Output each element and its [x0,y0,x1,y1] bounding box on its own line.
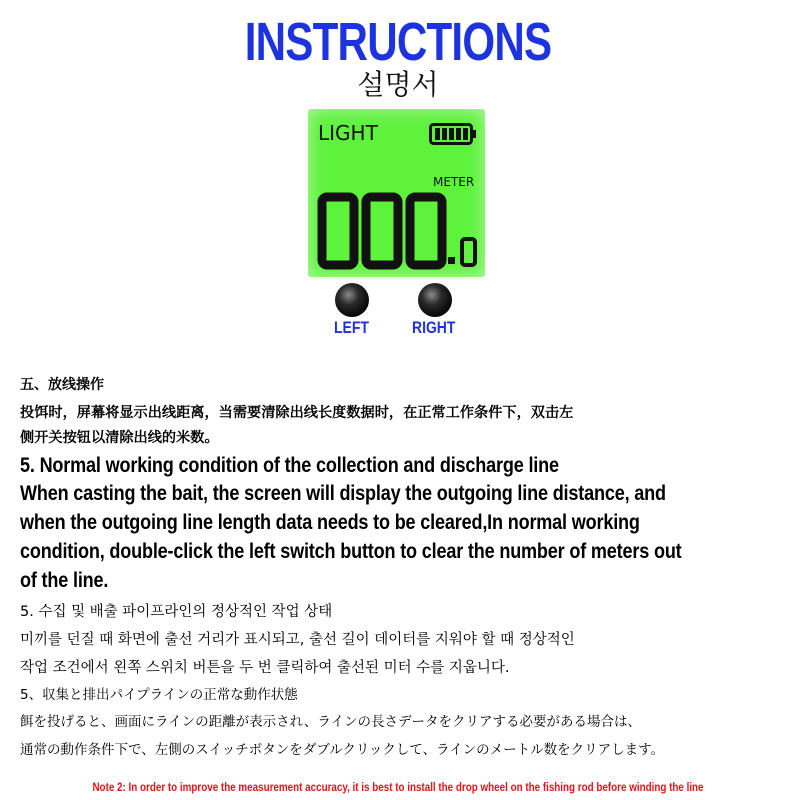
light-indicator-label: LIGHT [318,121,378,145]
japanese-body-line: 餌を投げると、画面にラインの距離が表示され、ラインの長さデータをクリアする必要がある場合は、 [20,714,641,730]
japanese-body-line: 通常の動作条件下で、左側のスイッチボタンをダブルクリックして、ラインのメートル数をクリアします。 [20,742,665,758]
english-body-line: condition, double-click the left switch button to clear the number of meters out [20,540,682,563]
english-body-line: when the outgoing line length data needs to be cleared,In normal working [20,511,640,534]
lcd-screen [308,109,485,277]
english-heading: 5. Normal working condition of the collection and discharge line [20,454,559,477]
right-button-icon[interactable] [417,282,453,318]
chinese-body-line: 投饵时，屏幕将显示出线距离，当需要清除出线长度数据时，在正常工作条件下，双击左 [20,405,574,421]
left-button-label: LEFT [334,318,369,337]
english-body-line: When casting the bait, the screen will display the outgoing line distance, and [20,482,666,505]
page-subtitle-korean: 설명서 [357,68,439,101]
left-button-icon[interactable] [334,282,370,318]
korean-body-line: 미끼를 던질 때 화면에 출선 거리가 표시되고, 출선 길이 데이터를 지워야 할 때 정상적인 [20,632,575,648]
page-title: INSTRUCTIONS [244,12,552,72]
distance-readout [316,191,482,271]
right-button-label: RIGHT [412,318,456,337]
korean-body-line: 작업 조건에서 왼쪽 스위치 버튼을 두 번 클릭하여 출선된 미터 수를 지웁니다. [20,660,510,676]
chinese-body-line: 侧开关按钮以清除出线的米数。 [20,430,219,446]
unit-label: METER [433,175,475,189]
korean-heading: 5. 수집 및 배출 파이프라인의 정상적인 작업 상태 [20,604,333,620]
note-text: Note 2: In order to improve the measurement accuracy, it is best to install the drop wheel on the fishing rod before winding the line [92,780,704,794]
english-body-line: of the line. [20,569,109,592]
chinese-heading: 五、放线操作 [20,377,104,393]
battery-icon [429,123,477,145]
japanese-heading: 5、収集と排出パイプラインの正常な動作状態 [20,687,298,703]
